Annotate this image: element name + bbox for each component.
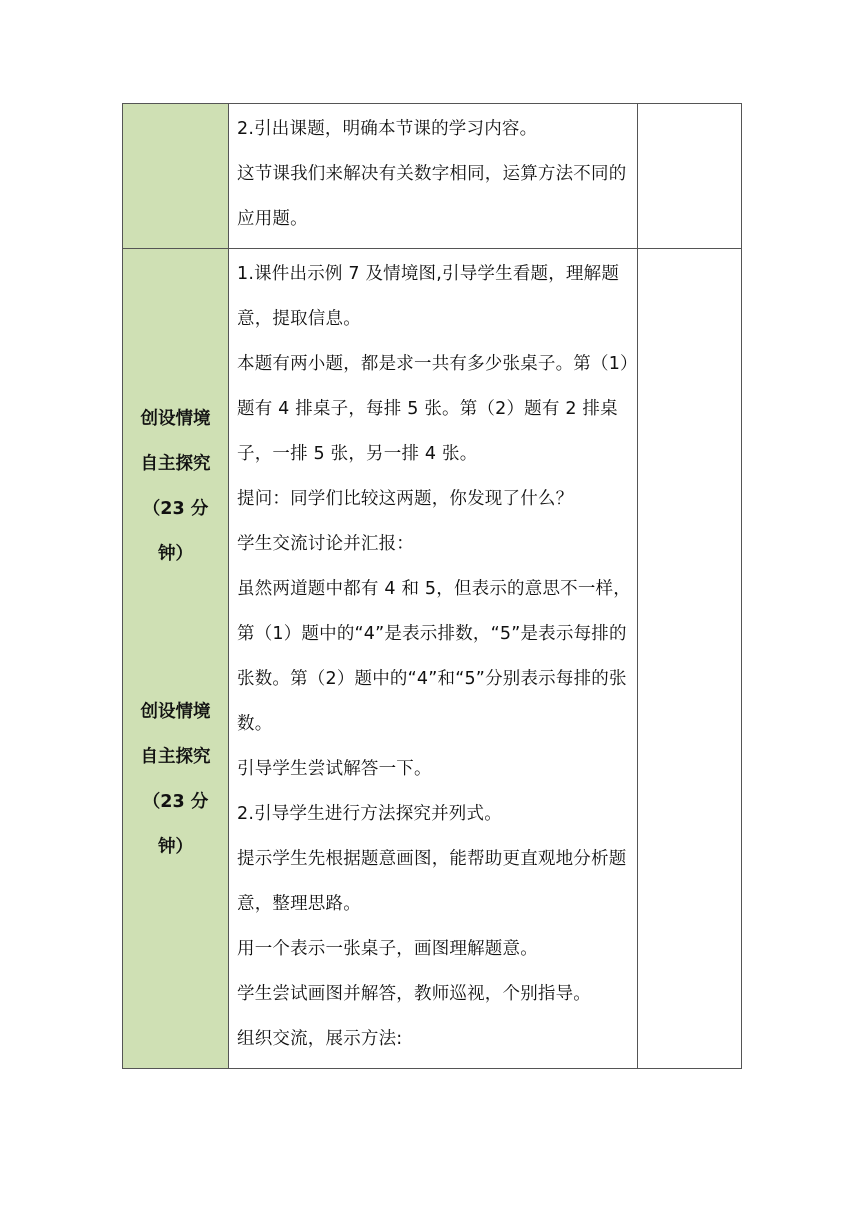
content-line: 引导学生尝试解答一下。 xyxy=(237,759,432,779)
notes-cell xyxy=(638,104,742,249)
content-line: 这节课我们来解决有关数字相同，运算方法不同的应用题。 xyxy=(237,164,627,229)
stage-cell xyxy=(123,104,229,249)
notes-cell xyxy=(638,249,742,1069)
content-line: 学生尝试画图并解答，教师巡视，个别指导。 xyxy=(237,984,591,1004)
stage-cell xyxy=(123,249,229,1069)
content-line: 2.引导学生进行方法探究并列式。 xyxy=(237,804,502,824)
stage-label: 钟） xyxy=(158,544,193,564)
content-line: 虽然两道题中都有 4 和 5，但表示的意思不一样，第（1）题中的“4”是表示排数，“5”是表示每排的张数。第（2）题中的“4”和“5”分别表示每排的张数。 xyxy=(237,579,631,734)
stage-label: 创设情境 xyxy=(140,409,211,429)
content-line: 用一个表示一张桌子，画图理解题意。 xyxy=(237,939,538,959)
stage-label-block xyxy=(123,249,228,577)
stage-label-block xyxy=(123,690,228,870)
content-cell xyxy=(229,104,638,249)
stage-label: （23 分 xyxy=(142,792,209,812)
content-line: 学生交流讨论并汇报： xyxy=(237,534,414,554)
content-line: 组织交流，展示方法: xyxy=(237,1029,403,1049)
table-row xyxy=(123,249,742,1069)
stage-label: 自主探究 xyxy=(140,454,211,474)
stage-label: 钟） xyxy=(158,837,193,857)
lesson-plan-table xyxy=(122,103,742,1069)
stage-label: 自主探究 xyxy=(140,747,211,767)
content-cell xyxy=(229,249,638,1069)
content-line: 2.引出课题，明确本节课的学习内容。 xyxy=(237,119,538,139)
content-line: 本题有两小题，都是求一共有多少张桌子。第（1）题有 4 排桌子，每排 5 张。第（2）题有 2 排桌子，一排 5 张，另一排 4 张。 xyxy=(237,354,629,464)
content-line: 提问：同学们比较这两题，你发现了什么？ xyxy=(237,489,574,509)
content-line: 1.课件出示例 7 及情境图,引导学生看题，理解题意，提取信息。 xyxy=(237,264,620,329)
stage-label: （23 分 xyxy=(142,499,209,519)
stage-label: 创设情境 xyxy=(140,702,211,722)
table-row xyxy=(123,104,742,249)
content-line: 提示学生先根据题意画图，能帮助更直观地分析题意，整理思路。 xyxy=(237,849,627,914)
